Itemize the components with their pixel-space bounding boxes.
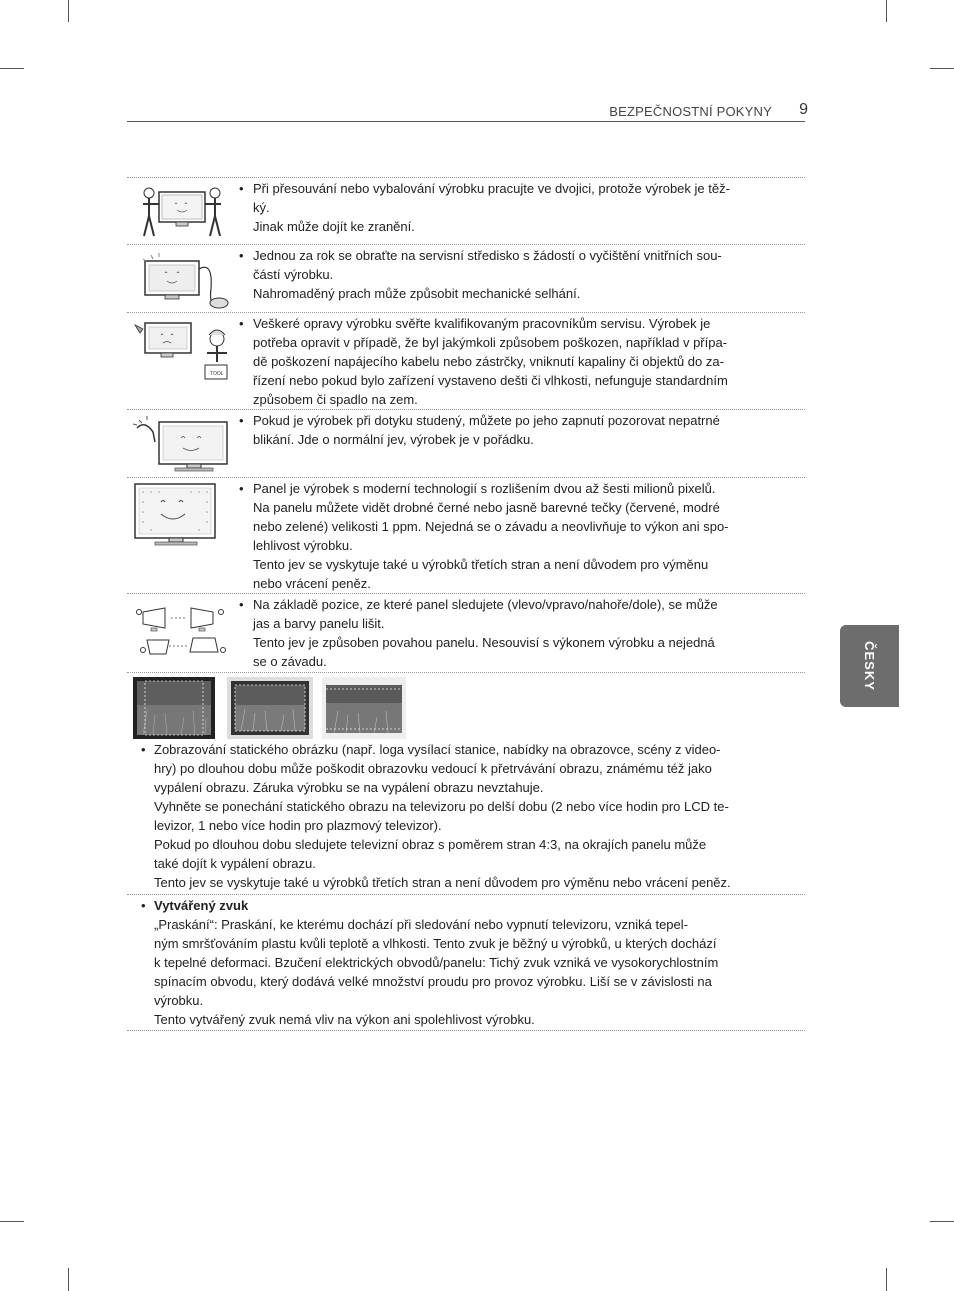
paragraph-line: řízení nebo pokud bylo zařízení vystaveno dešti či vlhkosti, nefunguje standardním — [253, 373, 728, 388]
paragraph-line: levizor, 1 nebo více hodin pro plazmový televizor). — [154, 818, 442, 833]
paragraph-line: spínacím obvodu, který dodává velké množství proudu pro provoz výrobku. Liší se v závislosti na — [154, 974, 712, 989]
bullet-point: • — [239, 316, 244, 331]
paragraph-line: Jednou za rok se obraťte na servisní středisko s žádostí o vyčištění vnitřních sou- — [253, 248, 722, 263]
sound-heading: Vytvářený zvuk — [154, 898, 249, 913]
paragraph-line: lehlivost výrobku. — [253, 538, 353, 553]
safety-row — [127, 312, 805, 410]
crop-mark — [930, 68, 954, 69]
safety-row — [127, 593, 805, 673]
bullet-point: • — [141, 898, 146, 913]
header-rule — [127, 121, 805, 122]
paragraph-line: dě poškození napájecího kabelu nebo zástrčky, vniknutí kapaliny či objektů do za- — [253, 354, 724, 369]
crop-mark — [886, 0, 887, 22]
svg-text:TOOL: TOOL — [210, 371, 224, 377]
bullet-point: • — [239, 413, 244, 428]
language-tab-label: ČESKY — [862, 641, 877, 691]
section-title: BEZPEČNOSTNÍ POKYNY — [609, 104, 772, 119]
paragraph-line: hry) po dlouhou dobu může poškodit obrazovku vedoucí k přetrvávání obrazu, známému též jako — [154, 761, 712, 776]
paragraph-line: Tento jev se vyskytuje také u výrobků třetích stran a není důvodem pro výměnu — [253, 557, 709, 572]
paragraph-line: k tepelné deformaci. Bzučení elektrických obvodů/panelu: Tichý zvuk vzniká ve vysokorychlostním — [154, 955, 719, 970]
paragraph-line: nebo vrácení peněz. — [253, 576, 371, 591]
crop-mark — [0, 1221, 24, 1222]
paragraph-line: Na základě pozice, ze které panel sledujete (vlevo/vpravo/nahoře/dole), se může — [253, 597, 718, 612]
paragraph-line: Na panelu můžete vidět drobné černé nebo jasně barevné tečky (červené, modré — [253, 500, 720, 515]
paragraph-line: Vyhněte se ponechání statického obrazu na televizoru po delší dobu (2 nebo více hodin pro LCD te- — [154, 799, 729, 814]
paragraph-line: potřeba opravit v případě, že byl jakýmkoli způsobem poškozen, například v přípa- — [253, 335, 728, 350]
paragraph-line: vypálení obrazu. Záruka výrobku se na vypálení obrazu nevztahuje. — [154, 780, 544, 795]
paragraph-line: Pokud je výrobek při dotyku studený, můžete po jeho zapnutí pozorovat nepatrné — [253, 413, 720, 428]
paragraph-line: také dojít k vypálení obrazu. — [154, 856, 316, 871]
paragraph-line: částí výrobku. — [253, 267, 334, 282]
bullet-point: • — [239, 181, 244, 196]
section-divider — [127, 672, 805, 673]
viewing-angle-illustration — [131, 598, 231, 660]
section-divider — [127, 1030, 805, 1031]
paragraph-line: Zobrazování statického obrázku (např. loga vysílací stanice, nabídky na obrazovce, scény z video- — [154, 742, 721, 757]
burn-in-example-image-1 — [133, 677, 215, 739]
crop-mark — [930, 1221, 954, 1222]
paragraph-line: Nahromaděný prach může způsobit mechanické selhání. — [253, 286, 581, 301]
language-tab — [840, 625, 899, 707]
bullet-point: • — [141, 742, 146, 757]
crop-mark — [68, 1268, 69, 1291]
paragraph-line: se o závadu. — [253, 654, 327, 669]
paragraph-line: „Praskání“: Praskání, ke kterému dochází při sledování nebo vypnutí televizoru, vzniká tepel- — [154, 917, 688, 932]
paragraph-line: Panel je výrobek s moderní technologií s rozlišením dvou až šesti milionů pixelů. — [253, 481, 716, 496]
two-people-carrying-tv-illustration — [131, 182, 231, 242]
safety-row — [127, 409, 805, 478]
safety-row — [127, 177, 805, 244]
paragraph-line: ným smršťováním plastu kvůli teplotě a vlhkosti. Tento zvuk je běžný u výrobků, u kterých dochází — [154, 936, 717, 951]
paragraph-line: Jinak může dojít ke zranění. — [253, 219, 415, 234]
paragraph-line: Veškeré opravy výrobku svěřte kvalifikovaným pracovníkům servisu. Výrobek je — [253, 316, 711, 331]
paragraph-line: blikání. Jde o normální jev, výrobek je v pořádku. — [253, 432, 534, 447]
burn-in-example-image-2 — [227, 677, 313, 739]
pixel-dots-panel-illustration — [131, 482, 217, 550]
bullet-point: • — [239, 481, 244, 496]
burn-in-section — [127, 740, 792, 892]
paragraph-line: jas a barvy panelu lišit. — [253, 616, 385, 631]
safety-row — [127, 244, 805, 313]
paragraph-line: Pokud po dlouhou dobu sledujete televizní obraz s poměrem stran 4:3, na okrajích panelu může — [154, 837, 707, 852]
bullet-point: • — [239, 597, 244, 612]
safety-row — [127, 477, 805, 593]
cold-tv-flicker-illustration — [131, 414, 235, 478]
service-technician-illustration — [131, 317, 235, 387]
burn-in-example-image-3 — [322, 677, 406, 739]
paragraph-line: ký. — [253, 200, 270, 215]
bullet-point: • — [239, 248, 244, 263]
crop-mark — [68, 0, 69, 22]
tv-vacuum-cleaning-illustration — [131, 249, 231, 311]
paragraph-line: výrobku. — [154, 993, 204, 1008]
crop-mark — [0, 68, 24, 69]
paragraph-line: nebo zelené) velikosti 1 ppm. Nejedná se o závadu a neovlivňuje to výkon ani spo- — [253, 519, 729, 534]
paragraph-line: způsobem či spadlo na zem. — [253, 392, 418, 407]
sound-section — [127, 894, 805, 1029]
paragraph-line: Tento jev je způsoben povahou panelu. Nesouvisí s výkonem výrobku a nejedná — [253, 635, 715, 650]
paragraph-line: Tento vytvářený zvuk nemá vliv na výkon ani spolehlivost výrobku. — [154, 1012, 535, 1027]
page-number: 9 — [799, 101, 808, 118]
crop-mark — [886, 1268, 887, 1291]
paragraph-line: Tento jev se vyskytuje také u výrobků třetích stran a není důvodem pro výměnu nebo vrácení peněz. — [154, 875, 731, 890]
paragraph-line: Při přesouvání nebo vybalování výrobku pracujte ve dvojici, protože výrobek je těž- — [253, 181, 730, 196]
